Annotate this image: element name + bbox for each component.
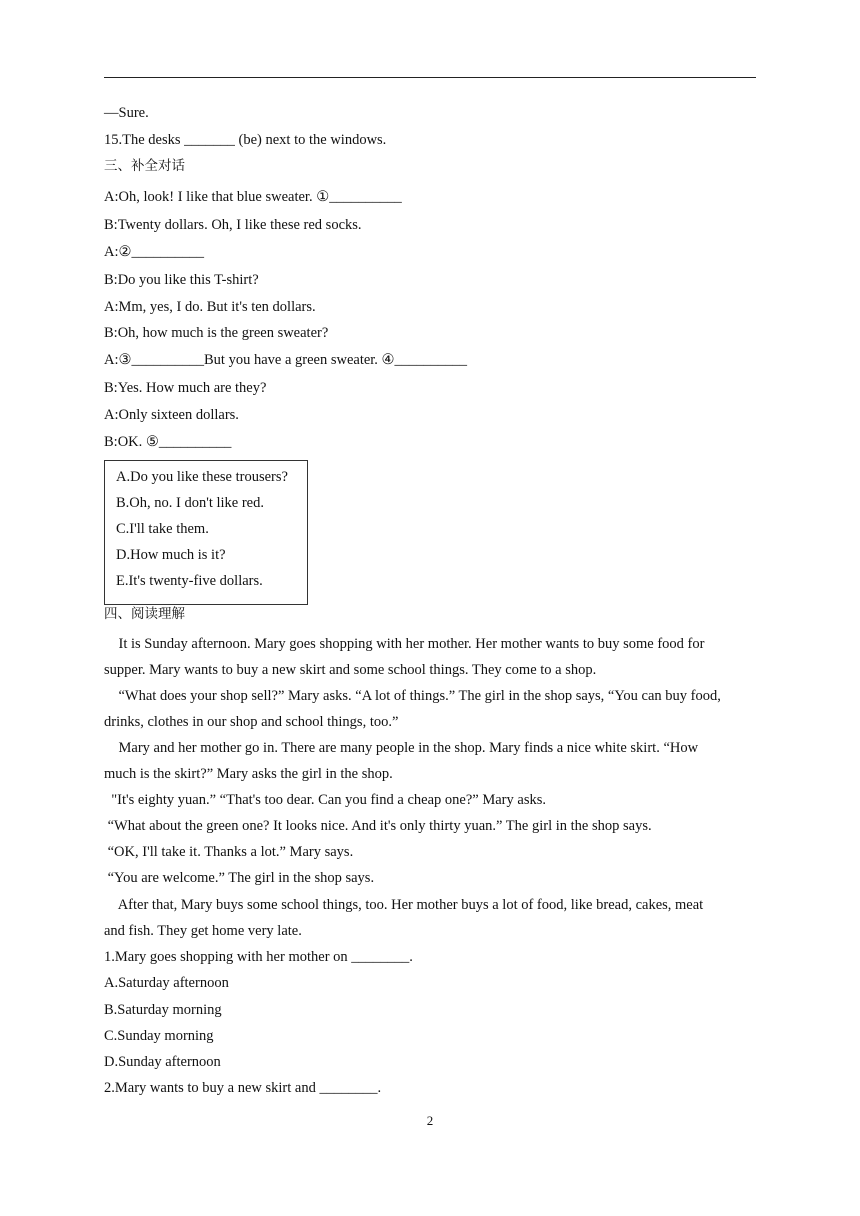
dialogue-line: B:Twenty dollars. Oh, I like these red socks. bbox=[104, 217, 362, 233]
dialogue-line: A:Mm, yes, I do. But it's ten dollars. bbox=[104, 299, 316, 315]
dialogue-line: B:Yes. How much are they? bbox=[104, 380, 267, 396]
option-e: E.It's twenty-five dollars. bbox=[116, 573, 263, 589]
dialogue-line: A:Only sixteen dollars. bbox=[104, 407, 239, 423]
section-heading-reading: 四、阅读理解 bbox=[104, 606, 185, 622]
dialogue-line: B:Do you like this T-shirt? bbox=[104, 272, 259, 288]
passage-line: It is Sunday afternoon. Mary goes shopping with her mother. Her mother wants to buy some food for bbox=[104, 636, 705, 652]
passage-line: drinks, clothes in our shop and school things, too.” bbox=[104, 714, 399, 730]
answer-line: —Sure. bbox=[104, 105, 149, 121]
choice-c: C.Sunday morning bbox=[104, 1028, 214, 1044]
section-heading-dialogue: 三、补全对话 bbox=[104, 158, 185, 174]
passage-line: "It's eighty yuan.” “That's too dear. Can you find a cheap one?” Mary asks. bbox=[104, 792, 546, 808]
option-d: D.How much is it? bbox=[116, 547, 226, 563]
passage-line: and fish. They get home very late. bbox=[104, 923, 302, 939]
dialogue-line: A:②__________ bbox=[104, 244, 204, 260]
question-15: 15.The desks _______ (be) next to the windows. bbox=[104, 132, 387, 148]
option-a: A.Do you like these trousers? bbox=[116, 469, 288, 485]
option-b: B.Oh, no. I don't like red. bbox=[116, 495, 264, 511]
choice-a: A.Saturday afternoon bbox=[104, 975, 229, 991]
passage-line: “You are welcome.” The girl in the shop says. bbox=[104, 870, 375, 886]
passage-line: much is the skirt?” Mary asks the girl in the shop. bbox=[104, 766, 393, 782]
passage-line: “What does your shop sell?” Mary asks. “A lot of things.” The girl in the shop says, “You can buy food, bbox=[104, 688, 721, 704]
header-rule bbox=[104, 77, 756, 78]
dialogue-line: A:③__________But you have a green sweater. ④__________ bbox=[104, 352, 468, 368]
choice-d: D.Sunday afternoon bbox=[104, 1054, 221, 1070]
question-1: 1.Mary goes shopping with her mother on ________. bbox=[104, 949, 413, 965]
passage-line: “OK, I'll take it. Thanks a lot.” Mary says. bbox=[104, 844, 354, 860]
page-number: 2 bbox=[426, 1113, 434, 1128]
dialogue-line: A:Oh, look! I like that blue sweater. ①__________ bbox=[104, 189, 402, 205]
passage-line: Mary and her mother go in. There are many people in the shop. Mary finds a nice white skirt. “How bbox=[104, 740, 699, 756]
choice-b: B.Saturday morning bbox=[104, 1002, 222, 1018]
passage-line: supper. Mary wants to buy a new skirt and some school things. They come to a shop. bbox=[104, 662, 597, 678]
question-2: 2.Mary wants to buy a new skirt and ________. bbox=[104, 1080, 382, 1096]
dialogue-line: B:Oh, how much is the green sweater? bbox=[104, 325, 329, 341]
passage-line: After that, Mary buys some school things, too. Her mother buys a lot of food, like bread, cakes, meat bbox=[104, 897, 704, 913]
passage-line: “What about the green one? It looks nice. And it's only thirty yuan.” The girl in the shop says. bbox=[104, 818, 652, 834]
dialogue-line: B:OK. ⑤__________ bbox=[104, 434, 232, 450]
option-c: C.I'll take them. bbox=[116, 521, 209, 537]
